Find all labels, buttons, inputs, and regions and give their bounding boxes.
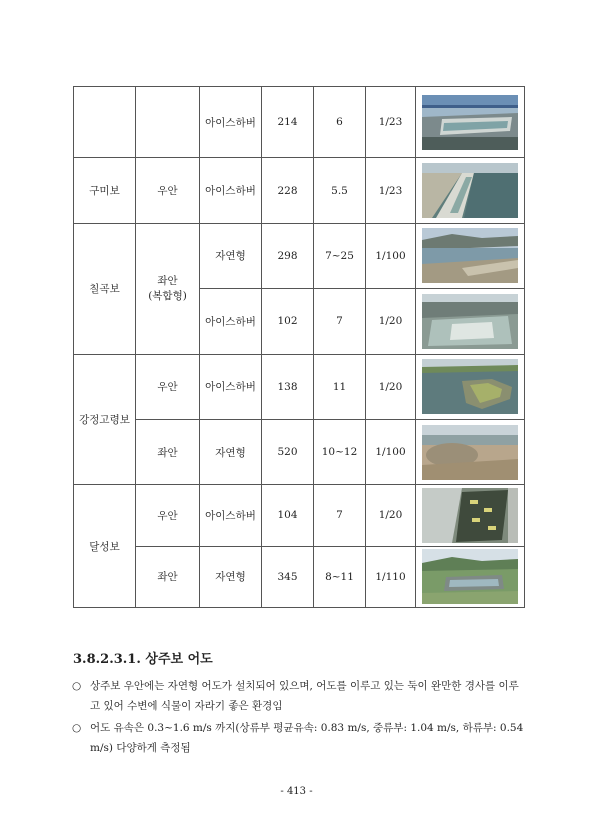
weir-cell: 칠곡보	[74, 223, 136, 354]
side-cell: 좌안	[136, 546, 200, 607]
section-title: 상주보 어도	[145, 652, 213, 667]
section-heading	[73, 648, 213, 667]
bullet-item	[72, 676, 524, 716]
fishway-table	[73, 86, 525, 608]
length-cell: 104	[262, 485, 314, 546]
length-cell: 228	[262, 158, 314, 223]
length-cell: 138	[262, 354, 314, 419]
type-cell: 자연형	[200, 223, 262, 288]
side-cell: 우안	[136, 158, 200, 223]
length-cell: 214	[262, 87, 314, 158]
side-cell	[136, 87, 200, 158]
type-cell: 아이스하버	[200, 485, 262, 546]
weir-cell	[74, 87, 136, 158]
length-cell: 298	[262, 223, 314, 288]
length-cell: 520	[262, 419, 314, 484]
side-cell-text: 좌안 (복합형)	[148, 274, 187, 302]
fishway-photo-1	[422, 95, 518, 150]
width-cell: 11	[314, 354, 366, 419]
fishway-photo-7	[422, 488, 518, 543]
slope-cell: 1/20	[366, 289, 416, 354]
width-cell: 6	[314, 87, 366, 158]
bullet-text: 어도 유속은 0.3~1.6 m/s 까지(상류부 평균유속: 0.83 m/s, 중류부: 1.04 m/s, 하류부: 0.54 m/s) 다양하게 측정됨	[90, 722, 524, 754]
slope-cell: 1/100	[366, 419, 416, 484]
side-cell: 좌안	[136, 419, 200, 484]
slope-cell: 1/23	[366, 87, 416, 158]
width-cell: 10~12	[314, 419, 366, 484]
width-cell: 7	[314, 485, 366, 546]
bullet-item	[72, 718, 524, 758]
page-number: - 413 -	[280, 786, 313, 797]
type-cell: 아이스하버	[200, 87, 262, 158]
table-row	[74, 223, 525, 288]
width-cell: 5.5	[314, 158, 366, 223]
width-cell: 7	[314, 289, 366, 354]
slope-cell: 1/110	[366, 546, 416, 607]
type-cell: 아이스하버	[200, 289, 262, 354]
slope-cell: 1/20	[366, 354, 416, 419]
fishway-photo-5	[422, 359, 518, 414]
fishway-photo-8	[422, 549, 518, 604]
fishway-photo-2	[422, 163, 518, 218]
slope-cell: 1/23	[366, 158, 416, 223]
bullet-text: 상주보 우안에는 자연형 어도가 설치되어 있으며, 어도를 이루고 있는 둑이 완만한 경사를 이루고 있어 수변에 식물이 자라기 좋은 환경임	[90, 680, 519, 712]
length-cell: 102	[262, 289, 314, 354]
slope-cell: 1/20	[366, 485, 416, 546]
side-cell: 우안	[136, 485, 200, 546]
section-number: 3.8.2.3.1.	[73, 652, 141, 667]
table-row	[74, 87, 525, 158]
slope-cell: 1/100	[366, 223, 416, 288]
fishway-photo-4	[422, 294, 518, 349]
type-cell: 아이스하버	[200, 354, 262, 419]
length-cell: 345	[262, 546, 314, 607]
weir-cell: 구미보	[74, 158, 136, 223]
type-cell: 자연형	[200, 419, 262, 484]
fishway-photo-3	[422, 228, 518, 283]
width-cell: 7~25	[314, 223, 366, 288]
table-row	[74, 158, 525, 223]
type-cell: 아이스하버	[200, 158, 262, 223]
weir-cell: 강정고령보	[74, 354, 136, 485]
type-cell: 자연형	[200, 546, 262, 607]
table-row	[74, 419, 525, 484]
side-cell: 우안	[136, 354, 200, 419]
table-row	[74, 354, 525, 419]
side-cell	[136, 223, 200, 354]
bullet-mark: ○	[72, 722, 82, 734]
table-row	[74, 485, 525, 546]
bullet-mark: ○	[72, 680, 82, 692]
weir-cell: 달성보	[74, 485, 136, 608]
fishway-photo-6	[422, 425, 518, 480]
width-cell: 8~11	[314, 546, 366, 607]
table-row	[74, 546, 525, 607]
